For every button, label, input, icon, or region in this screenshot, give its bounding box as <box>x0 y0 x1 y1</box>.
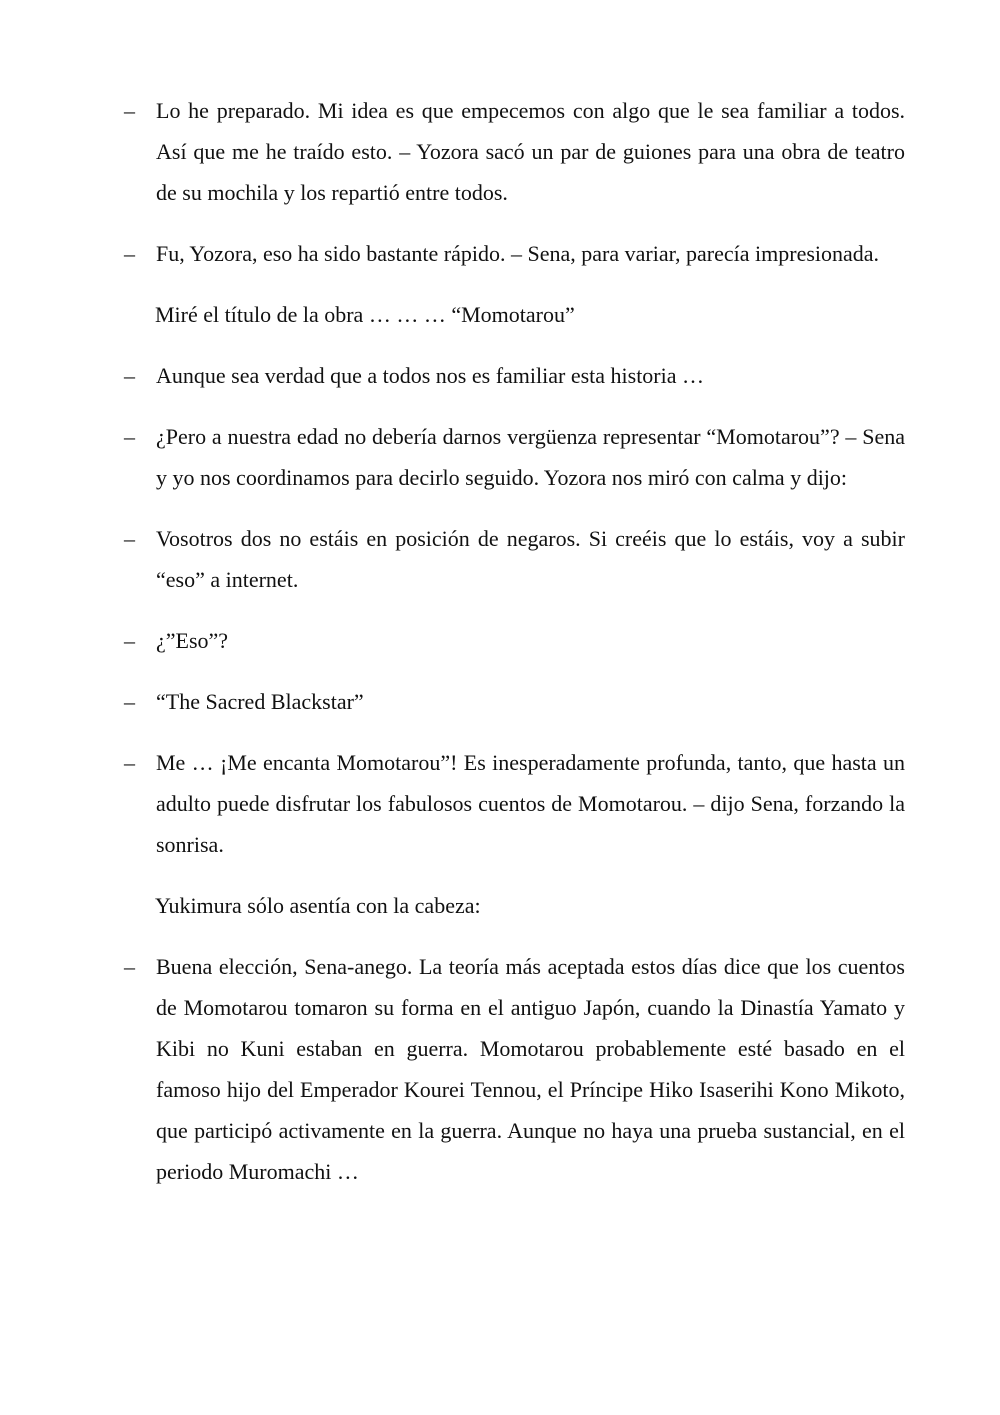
document-body <box>122 90 905 1212</box>
dialogue-paragraph <box>122 90 905 213</box>
dialogue-dash: – <box>124 526 135 551</box>
dialogue-text: ¿Pero a nuestra edad no debería darnos vergüenza representar “Momotarou”? – Sena y yo nos coordinamos para decirlo seguido. Yozora nos miró con calma y dijo: <box>156 424 905 490</box>
dialogue-paragraph <box>122 620 905 661</box>
dialogue-paragraph <box>122 681 905 722</box>
dialogue-dash: – <box>124 628 135 653</box>
dialogue-dash: – <box>124 424 135 449</box>
dialogue-paragraph <box>122 946 905 1192</box>
dialogue-text: Buena elección, Sena-anego. La teoría más aceptada estos días dice que los cuentos de Momotarou tomaron su forma en el antiguo Japón, cuando la Dinastía Yamato y Kibi no Kuni estaban en guerra. Momotarou probablemente esté basado en el famoso hijo del Emperador Kourei Tennou, el Príncipe Hiko Isaserihi Kono Mikoto, que participó activamente en la guerra. Aunque no haya una prueba sustancial, en el periodo Muromachi … <box>156 954 905 1184</box>
dialogue-dash: – <box>124 98 135 123</box>
dialogue-text: “The Sacred Blackstar” <box>156 689 364 714</box>
dialogue-dash: – <box>124 750 135 775</box>
dialogue-text: Fu, Yozora, eso ha sido bastante rápido. – Sena, para variar, parecía impresionada. <box>156 241 880 266</box>
narration-paragraph: Miré el título de la obra … … … “Momotarou” <box>155 302 575 327</box>
dialogue-dash: – <box>124 363 135 388</box>
dialogue-paragraph <box>122 742 905 865</box>
dialogue-paragraph <box>122 416 905 498</box>
dialogue-paragraph <box>122 355 905 396</box>
dialogue-dash: – <box>124 689 135 714</box>
dialogue-dash: – <box>124 954 135 979</box>
dialogue-text: Vosotros dos no estáis en posición de negaros. Si creéis que lo estáis, voy a subir “eso” a internet. <box>156 526 905 592</box>
dialogue-paragraph <box>122 518 905 600</box>
dialogue-text: Aunque sea verdad que a todos nos es familiar esta historia … <box>156 363 705 388</box>
dialogue-text: Me … ¡Me encanta Momotarou”! Es inesperadamente profunda, tanto, que hasta un adulto puede disfrutar los fabulosos cuentos de Momotarou. – dijo Sena, forzando la sonrisa. <box>156 750 905 857</box>
dialogue-dash: – <box>124 241 135 266</box>
narration-paragraph: Yukimura sólo asentía con la cabeza: <box>155 893 481 918</box>
dialogue-paragraph <box>122 233 905 274</box>
dialogue-text: Lo he preparado. Mi idea es que empecemos con algo que le sea familiar a todos. Así que me he traído esto. – Yozora sacó un par de guiones para una obra de teatro de su mochila y los repartió entre todos. <box>156 98 905 205</box>
dialogue-text: ¿”Eso”? <box>156 628 229 653</box>
